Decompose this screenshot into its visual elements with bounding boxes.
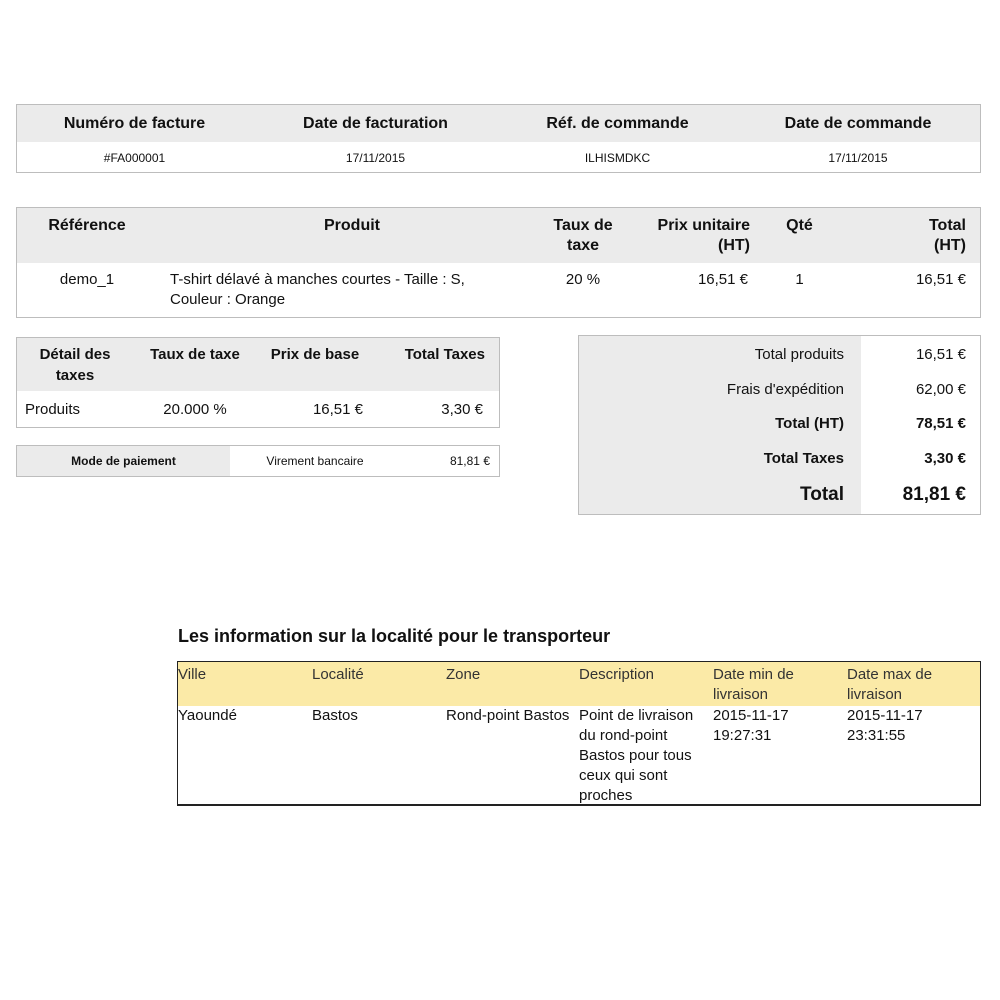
transport-date-min-time: 19:27:31 <box>713 727 772 744</box>
product-name <box>170 270 540 310</box>
transport-locality: Bastos <box>312 707 358 724</box>
transport-date-min-day: 2015-11-17 <box>713 707 789 724</box>
header-date-min-line1: Date min de <box>713 666 794 683</box>
total-products-label: Total produits <box>754 346 844 363</box>
total-ht-label: Total (HT) <box>775 415 844 432</box>
order-ref: ILHISMDKC <box>584 151 651 165</box>
header-tax-detail <box>17 344 133 386</box>
header-invoice-date: Date de facturation <box>303 115 448 132</box>
header-date-max-line2: livraison <box>847 686 903 703</box>
header-reference: Référence <box>48 217 126 234</box>
header-base-price: Prix de base <box>270 346 360 363</box>
transport-description-line: ceux qui sont <box>579 767 668 784</box>
header-tax-rate-detail: Taux de taxe <box>150 346 240 363</box>
header-tax-rate-line1: Taux de <box>553 217 613 234</box>
header-date-max <box>847 665 980 705</box>
transport-date-min <box>713 706 846 746</box>
product-tax-rate: 20 % <box>565 271 601 288</box>
transport-table-header <box>178 662 980 706</box>
totals-table <box>578 335 981 515</box>
transport-description-line: du rond-point <box>579 727 668 744</box>
product-quantity: 1 <box>795 271 804 288</box>
header-order-date: Date de commande <box>784 115 932 132</box>
transport-date-max-day: 2015-11-17 <box>847 707 923 724</box>
tax-detail-total: 3,30 € <box>441 401 483 418</box>
payment-method: Virement bancaire <box>266 454 364 468</box>
header-tax-detail-line2: taxes <box>55 367 95 384</box>
product-name-line2: Couleur : Orange <box>170 291 286 308</box>
transport-date-max-time: 23:31:55 <box>847 727 906 744</box>
product-table <box>16 207 981 318</box>
header-date-max-line1: Date max de <box>847 666 933 683</box>
header-locality: Localité <box>312 666 364 683</box>
header-total <box>857 216 966 256</box>
totals-row-ht <box>579 407 980 441</box>
transport-description-line: proches <box>579 787 633 804</box>
header-total-line1: Total <box>928 217 966 234</box>
header-tax-rate-line2: taxe <box>566 237 600 254</box>
payment-label: Mode de paiement <box>71 454 176 468</box>
product-table-header <box>17 208 980 263</box>
header-unit-price-line1: Prix unitaire <box>657 217 750 234</box>
header-tax-rate <box>539 216 627 256</box>
total-ht-value: 78,51 € <box>915 415 966 432</box>
grand-total-label: Total <box>800 484 844 505</box>
header-date-min-line2: livraison <box>713 686 769 703</box>
header-order-ref: Réf. de commande <box>546 115 689 132</box>
totals-row-taxes <box>579 442 980 476</box>
tax-detail-table <box>16 337 500 428</box>
tax-detail-header <box>17 338 499 391</box>
transport-zone: Rond-point Bastos <box>446 707 570 724</box>
tax-detail-rate: 20.000 % <box>163 401 227 418</box>
totals-row-grand-total <box>579 477 980 513</box>
transport-table <box>177 661 981 806</box>
header-description: Description <box>579 666 655 683</box>
header-tax-detail-line1: Détail des <box>39 346 111 363</box>
header-unit-price <box>627 216 750 256</box>
header-city: Ville <box>178 666 207 683</box>
total-taxes-value: 3,30 € <box>924 450 966 467</box>
transport-description-line: Point de livraison <box>579 707 694 724</box>
transport-description <box>579 706 712 806</box>
header-product: Produit <box>324 217 380 234</box>
invoice-number: #FA000001 <box>103 151 166 165</box>
shipping-value: 62,00 € <box>915 381 966 398</box>
order-date: 17/11/2015 <box>828 151 888 165</box>
total-products-value: 16,51 € <box>915 346 966 363</box>
product-reference: demo_1 <box>59 271 115 288</box>
totals-row-products <box>579 338 980 372</box>
tax-detail-base: 16,51 € <box>312 401 363 418</box>
invoice-info-header <box>17 105 980 142</box>
header-invoice-number: Numéro de facture <box>63 115 206 132</box>
header-unit-price-line2: (HT) <box>718 237 750 254</box>
payment-table <box>16 445 500 477</box>
header-total-taxes: Total Taxes <box>404 346 485 363</box>
totals-row-shipping <box>579 373 980 407</box>
shipping-label: Frais d'expédition <box>726 381 844 398</box>
transport-title: Les information sur la localité pour le transporteur <box>178 626 611 646</box>
total-taxes-label: Total Taxes <box>763 450 844 467</box>
header-date-min <box>713 665 846 705</box>
product-unit-price: 16,51 € <box>697 271 748 288</box>
grand-total-value: 81,81 € <box>902 484 966 505</box>
product-name-line1: T-shirt délavé à manches courtes - Taille : S, <box>170 271 465 288</box>
header-total-line2: (HT) <box>934 237 966 254</box>
transport-description-line: Bastos pour tous <box>579 747 692 764</box>
payment-amount: 81,81 € <box>449 454 490 468</box>
invoice-info-table <box>16 104 981 173</box>
header-quantity: Qté <box>786 217 813 234</box>
invoice-date: 17/11/2015 <box>345 151 406 165</box>
transport-city: Yaoundé <box>178 707 237 724</box>
header-zone: Zone <box>446 666 481 683</box>
tax-detail-label: Produits <box>25 401 81 418</box>
product-total: 16,51 € <box>915 271 966 288</box>
transport-date-max <box>847 706 980 746</box>
